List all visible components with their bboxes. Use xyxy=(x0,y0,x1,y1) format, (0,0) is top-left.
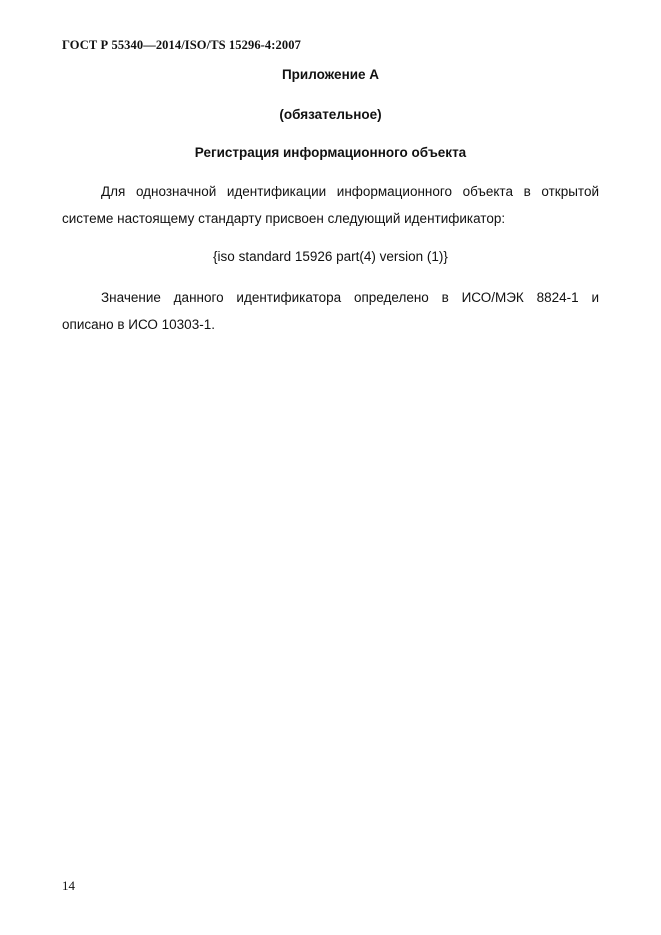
paragraph-line: системе настоящему стандарту присвоен следующий идентификатор: xyxy=(62,211,506,226)
paragraph-registration xyxy=(62,178,599,232)
paragraph-line: Для однозначной идентификации информационного объекта в открытой xyxy=(101,184,599,199)
annex-title: Приложение А xyxy=(281,67,380,82)
paragraph-line: Значение данного идентификатора определено в ИСО/МЭК 8824-1 и xyxy=(101,290,599,305)
section-title: Регистрация информационного объекта xyxy=(194,145,467,160)
annex-status: (обязательное) xyxy=(279,107,382,122)
paragraph-line: описано в ИСО 10303-1. xyxy=(62,317,215,332)
document-standard-id: ГОСТ Р 55340—2014/ISO/TS 15296-4:2007 xyxy=(62,38,301,52)
paragraph-definition xyxy=(62,284,599,338)
object-identifier: {iso standard 15926 part(4) version (1)} xyxy=(213,249,448,264)
page-number: 14 xyxy=(62,878,75,893)
